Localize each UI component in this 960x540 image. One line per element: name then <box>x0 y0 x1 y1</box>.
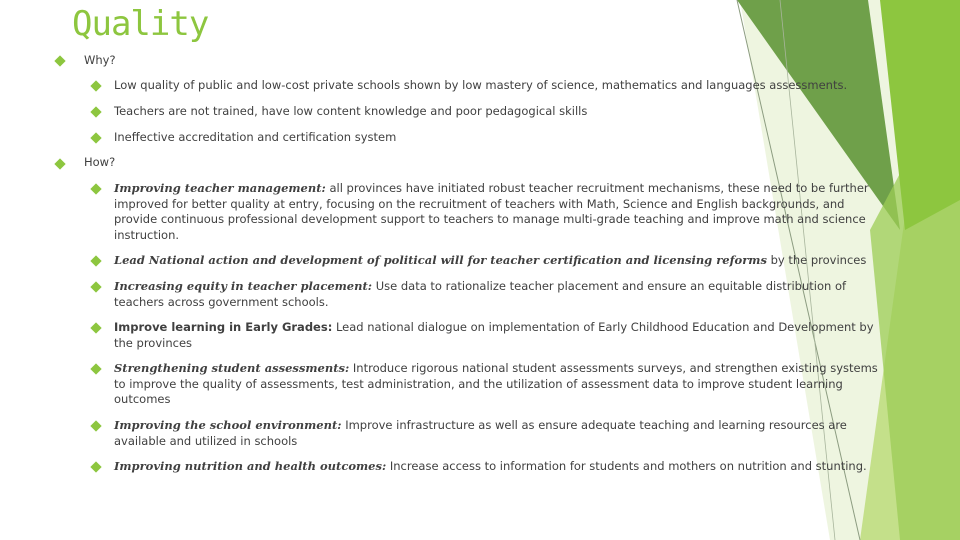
how-item <box>114 361 884 408</box>
how-item <box>114 320 894 351</box>
bullet-diamond-icon <box>54 158 65 169</box>
how-item-text: Improve infrastructure as well as ensure adequate teaching and learning resources are available and utilized in schools <box>114 418 847 448</box>
why-item: Ineffective accreditation and certification system <box>114 130 397 144</box>
how-item-lead: Improving the school environment: <box>114 418 342 432</box>
slide-title: Quality <box>72 4 209 44</box>
how-item <box>114 181 884 243</box>
how-item-text: Lead national dialogue on implementation of Early Childhood Education and Development by the provinces <box>114 320 874 350</box>
how-item-lead: Lead National action and development of political will for teacher certification and licensing reforms <box>114 253 767 267</box>
why-item: Low quality of public and low-cost private schools shown by low mastery of science, mathematics and languages assessments. <box>114 78 848 92</box>
bullet-diamond-icon <box>54 55 65 66</box>
how-item-text: Increase access to information for students and mothers on nutrition and stunting. <box>386 459 867 473</box>
how-item-text: Use data to rationalize teacher placement and ensure an equitable distribution of teachers across government schools. <box>114 279 847 309</box>
bullet-diamond-icon <box>90 420 101 431</box>
how-item-lead: Improving teacher management: <box>114 181 326 195</box>
how-heading: How? <box>84 155 116 169</box>
bullet-diamond-icon <box>90 281 101 292</box>
how-item <box>114 279 864 310</box>
why-heading: Why? <box>84 53 116 67</box>
how-item-text: Introduce rigorous national student assessments surveys, and strengthen existing systems to improve the quality of assessments, test administration, and the utilization of assessment data to improve student learning outcomes <box>114 361 878 406</box>
bullet-diamond-icon <box>90 255 101 266</box>
bullet-diamond-icon <box>90 322 101 333</box>
how-item-lead: Improving nutrition and health outcomes: <box>114 459 387 473</box>
bullet-diamond-icon <box>90 183 101 194</box>
bullet-diamond-icon <box>90 106 101 117</box>
bullet-diamond-icon <box>90 461 101 472</box>
how-item-text: all provinces have initiated robust teacher recruitment mechanisms, these need to be further improved for better quality at entry, focusing on the recruitment of teachers with Math, Science and English backgrounds, and provide continuous professional development support to teachers to manage multi-grade teaching and improve math and science instruction. <box>114 181 869 242</box>
bullet-diamond-icon <box>90 80 101 91</box>
how-item-lead: Increasing equity in teacher placement: <box>114 279 373 293</box>
how-item-lead: Strengthening student assessments: <box>114 361 350 375</box>
how-item <box>114 459 884 475</box>
how-item <box>114 418 864 449</box>
how-item-lead: Improve learning in Early Grades: <box>114 320 333 334</box>
bullet-diamond-icon <box>90 132 101 143</box>
how-item-text: by the provinces <box>766 253 867 267</box>
bullet-diamond-icon <box>90 363 101 374</box>
how-item <box>114 253 884 269</box>
why-item: Teachers are not trained, have low content knowledge and poor pedagogical skills <box>114 104 588 118</box>
